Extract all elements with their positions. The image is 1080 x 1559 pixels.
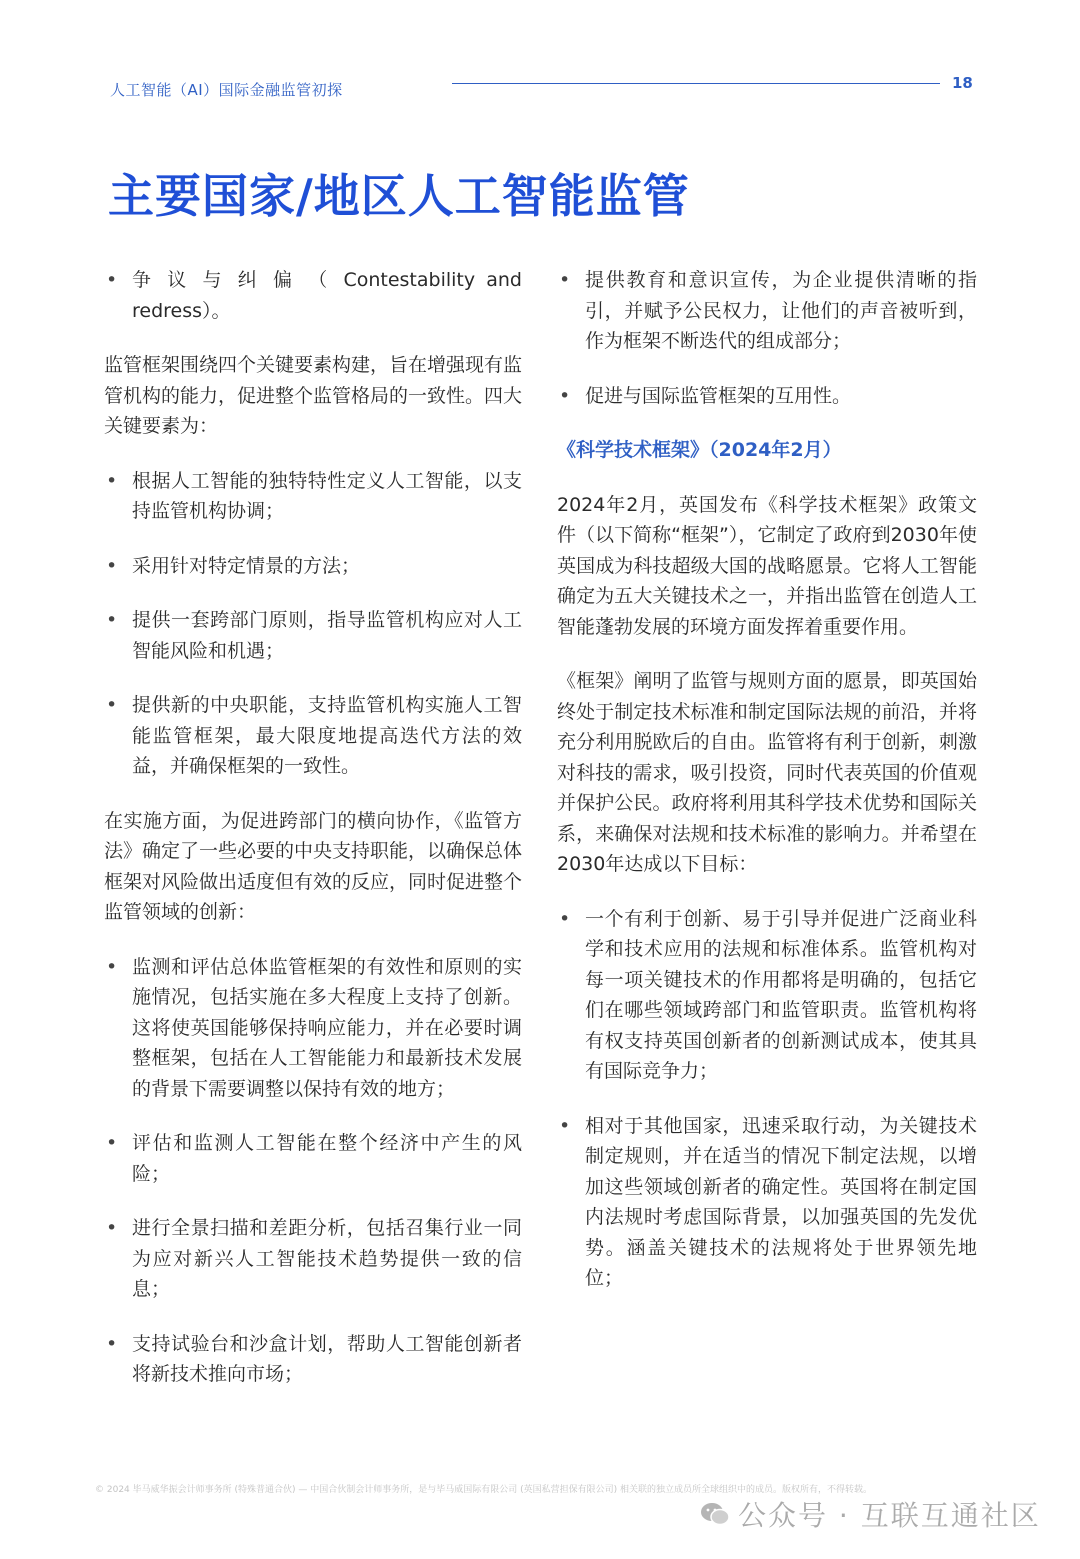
bullet-icon: • — [106, 1217, 118, 1239]
goals-list — [557, 904, 977, 1294]
watermark — [700, 1494, 1041, 1534]
list-item: • 提供教育和意识宣传，为企业提供清晰的指引，并赋予公民权力，让他们的声音被听到，作为框架不断迭代的组成部分； — [557, 265, 977, 357]
list-item: • 一个有利于创新、易于引导并促进广泛商业科学和技术应用的法规和标准体系。监管机构对每一项关键技术的作用都将是明确的，包括它们在哪些领域跨部门和监管职责。监管机构将有权支持英国创新者的创新测试成本，使其具有国际竞争力； — [557, 904, 977, 1087]
wechat-icon — [700, 1501, 730, 1527]
list-item: • 评估和监测人工智能在整个经济中产生的风险； — [104, 1128, 522, 1189]
paragraph: 监管框架围绕四个关键要素构建，旨在增强现有监管机构的能力，促进整个监管格局的一致性。四大关键要素为： — [104, 354, 523, 437]
list-item: • 进行全景扫描和差距分析，包括召集行业一同为应对新兴人工智能技术趋势提供一致的信息； — [104, 1213, 522, 1305]
right-column — [557, 265, 977, 1318]
list-item: • 相对于其他国家，迅速采取行动，为关键技术制定规则，并在适当的情况下制定法规，以增加这些领域创新者的确定性。英国将在制定国内法规时考虑国际背景，以加强英国的先发优势。涵盖关键技术的法规将处于世界领先地位； — [557, 1111, 977, 1294]
list-item: • 根据人工智能的独特特性定义人工智能，以支持监管机构协调； — [104, 466, 522, 527]
bullet-icon: • — [559, 1114, 571, 1137]
bullet-icon: • — [559, 907, 571, 930]
paragraph: 2024年2月，英国发布《科学技术框架》政策文件（以下简称“框架”），它制定了政府到2030年使英国成为科技超级大国的战略愿景。它将人工智能确定为五大关键技术之一，并指出监管在创造人工智能蓬勃发展的环境方面发挥着重要作用。 — [557, 493, 977, 638]
list-item: • 提供一套跨部门原则，指导监管机构应对人工智能风险和机遇； — [104, 605, 522, 666]
header-title: 人工智能（AI）国际金融监管初探 — [110, 81, 343, 99]
intro-bullet-list — [104, 265, 522, 326]
bullet-icon: • — [559, 384, 571, 407]
list-item: • 监测和评估总体监管框架的有效性和原则的实施情况，包括实施在多大程度上支持了创新。这将使英国能够保持响应能力，并在必要时调整框架，包括在人工智能能力和最新技术发展的背景下需要调整以保持有效的地方； — [104, 952, 522, 1105]
paragraph: 《框架》阐明了监管与规则方面的愿景，即英国始终处于制定技术标准和制定国际法规的前沿，并将充分利用脱欧后的自由。监管将有利于创新，刺激对科技的需求，吸引投资，同时代表英国的价值观并保护公民。政府将利用其科学技术优势和国际关系，来确保对法规和技术标准的影响力。并希望在2030年达成以下目标： — [557, 670, 977, 875]
continued-functions-list — [557, 265, 977, 411]
page-title: 主要国家/地区人工智能监管 — [108, 169, 690, 223]
key-elements-list — [104, 466, 522, 782]
bullet-icon: • — [106, 469, 118, 492]
page-number: 18 — [952, 74, 973, 92]
header-divider — [452, 83, 940, 84]
list-item: • 支持试验台和沙盒计划，帮助人工智能创新者将新技术推向市场； — [104, 1329, 522, 1390]
bullet-icon: • — [106, 609, 118, 631]
bullet-icon: • — [106, 1132, 118, 1154]
bullet-icon: • — [106, 955, 118, 978]
bullet-icon: • — [106, 269, 118, 291]
list-item: • 促进与国际监管框架的互用性。 — [557, 381, 977, 412]
bullet-icon: • — [106, 694, 118, 716]
bullet-icon: • — [559, 269, 571, 291]
bullet-icon: • — [106, 1332, 118, 1355]
paragraph: 在实施方面，为促进跨部门的横向协作，《监管方法》确定了一些必要的中央支持职能，以确保总体框架对风险做出适度但有效的反应，同时促进整个监管领域的创新： — [104, 809, 523, 923]
list-item: • 采用针对特定情景的方法； — [104, 551, 522, 582]
list-item: • 争 议 与 纠 偏 （ Contestability and redress）。 — [104, 265, 522, 326]
bullet-icon: • — [106, 554, 118, 577]
central-functions-list — [104, 952, 522, 1390]
list-item: • 提供新的中央职能，支持监管机构实施人工智能监管框架，最大限度地提高迭代方法的效益，并确保框架的一致性。 — [104, 690, 522, 782]
left-column — [104, 265, 522, 1414]
watermark-text: 公众号 · 互联互通社区 — [738, 1499, 1041, 1532]
footer-copyright: © 2024 毕马威华振会计师事务所 (特殊普通合伙) — 中国合伙制会计师事务所，是与毕马威国际有限公司 (英国私营担保有限公司) 相关联的独立成员所全球组织中的成员。版权所有，不得转载。 — [95, 1485, 872, 1495]
section-subheading: 《科学技术框架》（2024年2月） — [557, 439, 842, 461]
